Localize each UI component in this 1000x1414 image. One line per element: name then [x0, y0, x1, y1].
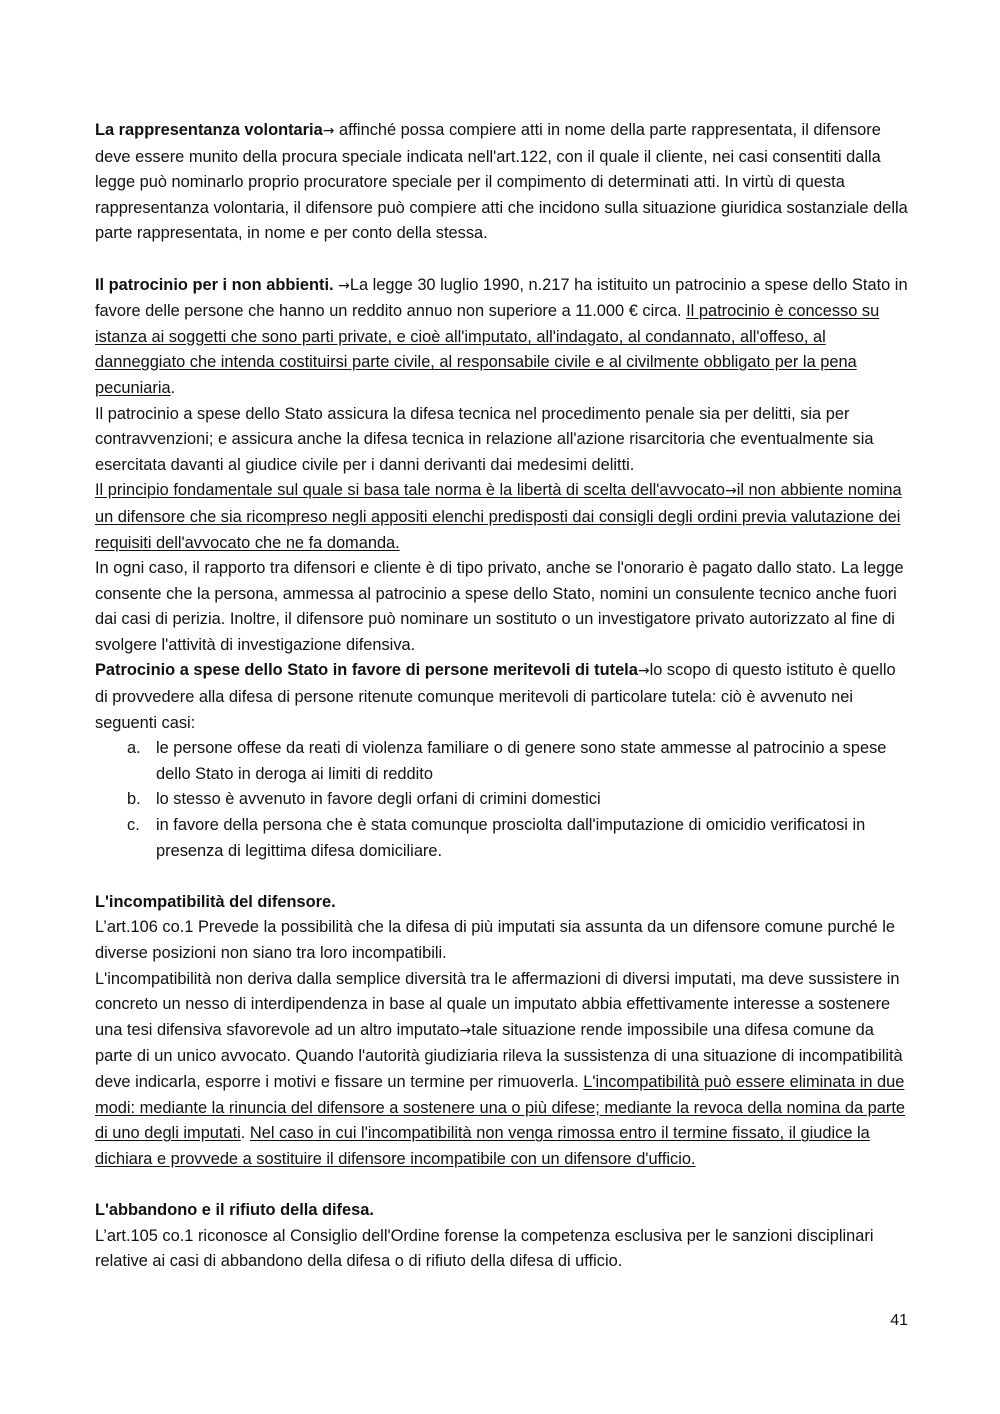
list-item [95, 787, 910, 813]
list-marker: a. [127, 739, 141, 758]
underlined-difensore-ufficio: Nel caso in cui l'incompatibilità non venga rimossa entro il termine fissato, il giudice la dichiara e provvede a sostituire il difensore incompatibile con un difensore d'ufficio. [95, 1124, 870, 1168]
heading-abbandono-text: L'abbandono e il rifiuto della difesa. [95, 1200, 374, 1219]
paragraph-persone-meritevoli [95, 658, 910, 736]
page-number: 41 [890, 1312, 908, 1329]
paragraph-difesa-tecnica: Il patrocinio a spese dello Stato assicura la difesa tecnica nel procedimento penale sia per delitti, sia per contravvenzioni; e assicura anche la difesa tecnica in relazione all'azione risarcitoria che eventualmente sia esercitata davanti al giudice civile per i danni derivanti dai medesimi delitti. [95, 404, 874, 474]
text-rappresentanza: affinché possa compiere atti in nome della parte rappresentata, il difensore deve essere munito della procura speciale indicata nell'art.122, con il quale il cliente, nei casi consentiti dalla legge può nominarlo proprio procuratore speciale per il compimento di determinati atti. In virtù di questa rappresentanza volontaria, il difensore può compiere atti che incidono sulla situazione giuridica sostanziale della parte rappresentata, in nome e per conto della stessa. [95, 121, 908, 243]
list-item [95, 736, 910, 787]
separator: . [240, 1124, 250, 1143]
list-item [95, 813, 910, 864]
heading-abbandono-rifiuto [95, 1198, 910, 1224]
heading-rappresentanza-volontaria: La rappresentanza volontaria [95, 121, 323, 139]
heading-incompatibilita-text: L'incompatibilità del difensore. [95, 892, 336, 911]
underlined-non-abbiente: il non abbiente nomina un difensore che sia ricompreso negli appositi elenchi predisposti dai consigli degli ordini previa valutazione dei requisiti dell'avvocato che ne fa domanda. [95, 481, 902, 552]
text-nesso: L'incompatibilità non deriva dalla semplice diversità tra le affermazioni di diversi imputati, ma deve sussistere in concreto un nesso di interdipendenza in base al quale un imputato abbia effettivamente interesse a sostenere una tesi difensiva sfavorevole ad un altro imputato [95, 969, 900, 1039]
text-patrocinio-legge: La legge 30 luglio 1990, n.217 ha istituito un patrocinio a spese dello Stato in favore delle persone che hanno un reddito annuo non superiore a 11.000 € circa. [95, 275, 908, 321]
arrow-icon: → [459, 1022, 472, 1039]
underlined-principio: Il principio fondamentale sul quale si basa tale norma è la libertà di scelta dell'avvocato [95, 481, 725, 500]
list-casi [95, 736, 910, 864]
paragraph-patrocinio-non-abbienti [95, 273, 910, 402]
text-meritevoli: lo scopo di questo istituto è quello di provvedere alla difesa di persone ritenute comunque meritevoli di particolare tutela: ciò è avvenuto nei seguenti casi: [95, 661, 896, 732]
paragraph-principio-fondamentale [95, 478, 910, 556]
text-situazione: tale situazione rende impossibile una difesa comune da parte di un unico avvocato. Quando l'autorità giudiziaria rileva la sussistenza di una situazione di incompatibilità deve indicarla, esporre i motivi e fissare un termine per rimuoverla. [95, 1020, 903, 1091]
arrow-icon: → [338, 277, 350, 294]
paragraph-art-106: L’art.106 co.1 Prevede la possibilità che la difesa di più imputati sia assunta da un difensore comune purché le diverse posizioni non siano tra loro incompatibili. [95, 918, 895, 962]
list-item-text: in favore della persona che è stata comunque prosciolta dall'imputazione di omicidio verificatosi in presenza di legittima difesa domiciliare. [156, 816, 866, 860]
document-page [95, 118, 910, 1275]
list-item-text: le persone offese da reati di violenza familiare o di genere sono state ammesse al patrocinio a spese dello Stato in deroga ai limiti di reddito [156, 739, 887, 783]
paragraph-incompatibilita-nesso [95, 967, 910, 1173]
arrow-icon: → [724, 483, 737, 500]
paragraph-art-105: L’art.105 co.1 riconosce al Consiglio dell'Ordine forense la competenza esclusiva per le sanzioni disciplinari relative ai casi di abbandono della difesa o di rifiuto della difesa di ufficio. [95, 1226, 874, 1271]
arrow-icon: → [322, 123, 335, 139]
list-marker: b. [127, 790, 141, 809]
heading-incompatibilita [95, 890, 910, 916]
underlined-due-modi: L'incompatibilità può essere eliminata in due modi: mediante la rinuncia del difensore a sostenere una o più difese; mediante la revoca della nomina da parte di uno degli imputati [95, 1072, 906, 1143]
paragraph-rapporto-privato: In ogni caso, il rapporto tra difensori e cliente è di tipo privato, anche se l'onorario è pagato dallo stato. La legge consente che la persona, ammessa al patrocinio a spese dello Stato, nomini un consulente tecnico anche fuori dai casi di perizia. Inoltre, il difensore può nominare un sostituto o un investigatore privato autorizzato al fine di svolgere l'attività di investigazione difensiva. [95, 559, 904, 654]
paragraph-rappresentanza-volontaria [95, 118, 910, 247]
list-item-text: lo stesso è avvenuto in favore degli orfani di crimini domestici [156, 790, 601, 809]
heading-persone-meritevoli: Patrocinio a spese dello Stato in favore di persone meritevoli di tutela [95, 661, 638, 680]
list-marker: c. [127, 816, 140, 835]
period: . [170, 378, 176, 397]
heading-patrocinio-non-abbienti: Il patrocinio per i non abbienti. [95, 275, 339, 294]
arrow-icon: → [637, 663, 650, 680]
underlined-patrocinio-soggetti: Il patrocinio è concesso su istanza ai soggetti che sono parti private, e cioè all'imputato, all'indagato, al condannato, all'offeso, al danneggiato che intenda costituirsi parte civile, al responsabile civile e al civilmente obbligato per la pena pecuniaria [95, 302, 880, 397]
